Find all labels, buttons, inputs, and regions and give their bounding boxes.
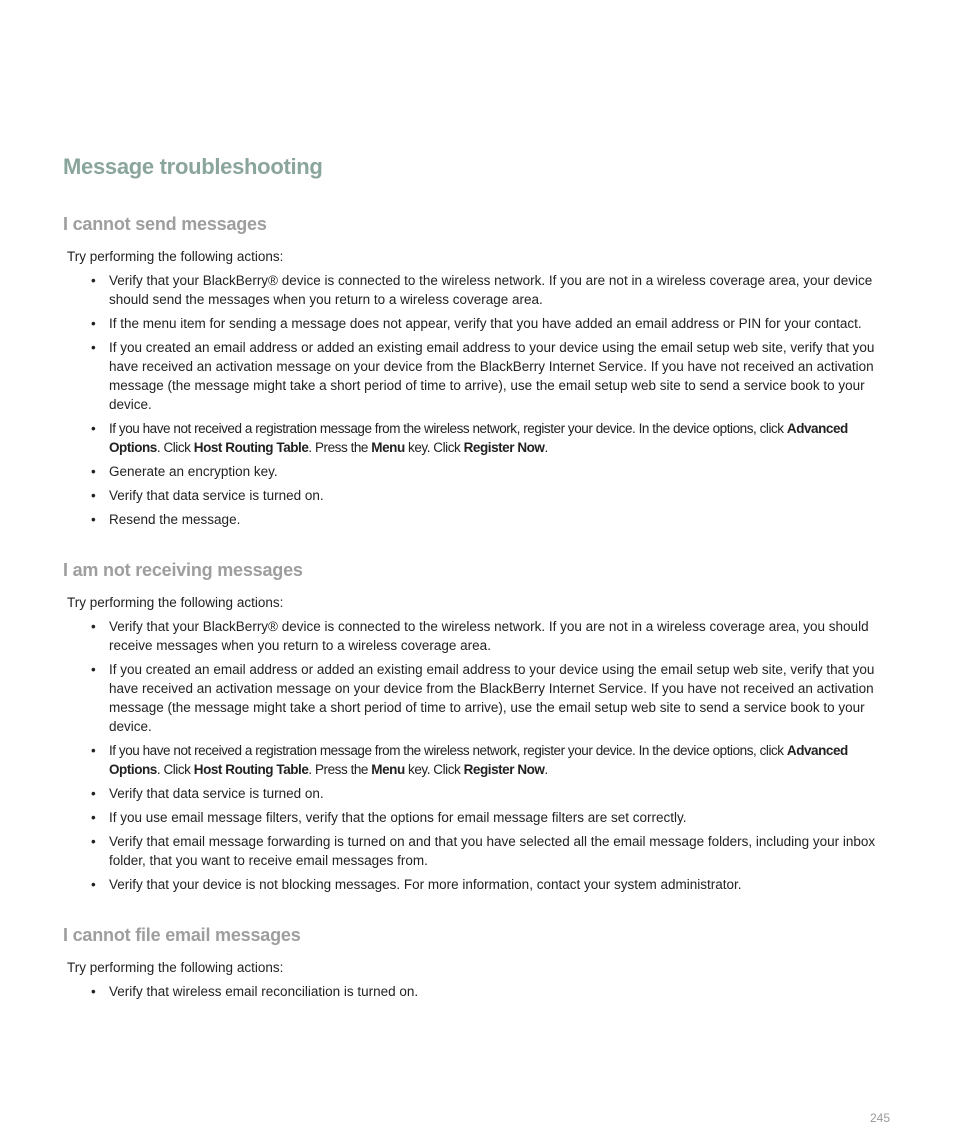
list-item xyxy=(91,338,893,414)
list-item-text: Verify that data service is turned on. xyxy=(109,488,324,503)
list-item-text: Verify that your BlackBerry® device is connected to the wireless network. If you are not in a wireless coverage area, you should receive messages when you return to a wireless coverage area. xyxy=(109,619,869,653)
bullet-icon: • xyxy=(91,662,96,677)
list-item-text: If you use email message filters, verify that the options for email message filters are set correctly. xyxy=(109,810,687,825)
list-item-text: Verify that your device is not blocking messages. For more information, contact your system administrator. xyxy=(109,877,742,892)
list-item-text: . Press the xyxy=(308,762,372,777)
list-item-text: Verify that email message forwarding is turned on and that you have selected all the email message folders, including your inbox folder, that you want to receive email messages from. xyxy=(109,834,876,868)
list-item xyxy=(91,784,893,803)
bullet-icon: • xyxy=(91,340,96,355)
page-title: Message troubleshooting xyxy=(63,154,323,179)
list-item xyxy=(91,832,893,870)
list-item-text: Verify that data service is turned on. xyxy=(109,786,324,801)
bullet-icon: • xyxy=(91,316,96,331)
list-item-text: If you have not received a registration message from the wireless network, register your device. In the device options, click xyxy=(109,421,787,436)
list-item-text: Generate an encryption key. xyxy=(109,464,278,479)
list-item-text: . xyxy=(544,440,548,455)
list-item-text: . xyxy=(544,762,548,777)
bullet-icon: • xyxy=(91,619,96,634)
list-item xyxy=(91,741,893,779)
action-list-cannot-send xyxy=(91,271,893,534)
list-item xyxy=(91,462,893,481)
list-item-text: If you created an email address or added an existing email address to your device using the email setup web site, verify that you have received an activation message on your device from the BlackBerry Internet Service. If you have not received an activation message (the message might take a short period of time to arrive), use the email setup web site to send a service book to your device. xyxy=(109,340,875,412)
list-item xyxy=(91,808,893,827)
list-item xyxy=(91,419,893,457)
list-item-text: If you have not received a registration message from the wireless network, register your device. In the device options, click xyxy=(109,743,787,758)
bullet-icon: • xyxy=(91,273,96,288)
list-item-text: . Press the xyxy=(308,440,372,455)
list-item xyxy=(91,486,893,505)
bullet-icon: • xyxy=(91,984,96,999)
host-routing-table-term: Host Routing Table xyxy=(193,440,309,455)
section-heading-not-receiving: I am not receiving messages xyxy=(63,560,303,580)
advanced-options-term: Advanced Options xyxy=(109,421,848,455)
bullet-icon: • xyxy=(91,877,96,892)
bullet-icon: • xyxy=(91,421,96,436)
register-now-term: Register Now xyxy=(463,440,545,455)
section-heading-cannot-send: I cannot send messages xyxy=(63,214,267,234)
bullet-icon: • xyxy=(91,743,96,758)
register-now-term: Register Now xyxy=(463,762,545,777)
bullet-icon: • xyxy=(91,834,96,849)
list-item-text: key. Click xyxy=(404,762,464,777)
host-routing-table-term: Host Routing Table xyxy=(193,762,309,777)
list-item xyxy=(91,660,893,736)
list-item-text: Verify that your BlackBerry® device is connected to the wireless network. If you are not in a wireless coverage area, your device should send the messages when you return to a wireless coverage area. xyxy=(109,273,873,307)
list-item-text: Verify that wireless email reconciliation is turned on. xyxy=(109,984,419,999)
bullet-icon: • xyxy=(91,786,96,801)
list-item xyxy=(91,982,893,1001)
advanced-options-term: Advanced Options xyxy=(109,743,848,777)
bullet-icon: • xyxy=(91,488,96,503)
section-intro: Try performing the following actions: xyxy=(67,595,284,610)
page-number: 245 xyxy=(869,1111,890,1125)
list-item-text: key. Click xyxy=(404,440,464,455)
bullet-icon: • xyxy=(91,512,96,527)
section-intro: Try performing the following actions: xyxy=(67,960,284,975)
list-item xyxy=(91,271,893,309)
bullet-icon: • xyxy=(91,810,96,825)
list-item xyxy=(91,617,893,655)
list-item-text: . Click xyxy=(156,440,194,455)
list-item xyxy=(91,875,893,894)
list-item-text: . Click xyxy=(156,762,194,777)
list-item-text: If you created an email address or added an existing email address to your device using the email setup web site, verify that you have received an activation message on your device from the BlackBerry Internet Service. If you have not received an activation message (the message might take a short period of time to arrive), use the email setup web site to send a service book to your device. xyxy=(109,662,875,734)
section-heading-cannot-file: I cannot file email messages xyxy=(63,925,301,945)
action-list-cannot-file xyxy=(91,982,893,1006)
list-item-text: Resend the message. xyxy=(109,512,241,527)
menu-key-term: Menu xyxy=(371,762,405,777)
list-item xyxy=(91,510,893,529)
menu-key-term: Menu xyxy=(371,440,405,455)
section-intro: Try performing the following actions: xyxy=(67,249,284,264)
bullet-icon: • xyxy=(91,464,96,479)
action-list-not-receiving xyxy=(91,617,893,899)
list-item xyxy=(91,314,893,333)
list-item-text: If the menu item for sending a message does not appear, verify that you have added an email address or PIN for your contact. xyxy=(109,316,862,331)
